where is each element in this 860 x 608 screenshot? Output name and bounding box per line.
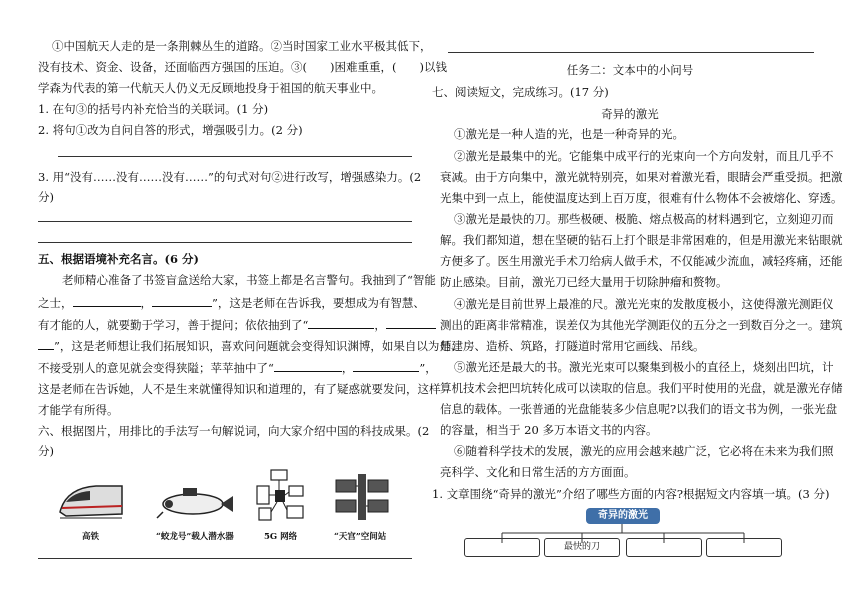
para-3-line-3: 方便多了。医生用激光手术刀给病人做手术，不仅能减少流血，减轻疼痛，还能: [440, 254, 843, 268]
sec5-line-6: 这是老师在告诉她，人不是生来就懂得知识和道理的，有了疑惑就要发问，这样: [38, 382, 441, 396]
caption-5g: 5G 网络: [264, 532, 298, 542]
para-2-line-2: 衰减。由于方向集中，激光就特别亮，如果对着激光看，眼睛会严重受损。把激: [440, 170, 843, 184]
para-3-line-1: ③激光是最快的刀。那些极硬、极脆、熔点极高的材料遇到它，立刻迎刃而: [454, 212, 834, 226]
sec5-line-3: 有才能的人，就要勤于学习，善于提问；依依抽到了“ ，: [38, 317, 436, 333]
blank-1[interactable]: [73, 295, 141, 307]
article-title: 奇异的激光: [601, 107, 659, 121]
space-station-icon: [328, 470, 398, 524]
section-6-title-2: 分): [38, 444, 54, 458]
blank-2[interactable]: [152, 295, 212, 307]
para-3-line-2: 解。我们都知道，想在坚硬的钻石上打个眼是非常困难的，但是用激光来钻眼就: [440, 233, 843, 247]
diagram-title: 奇异的激光: [586, 508, 660, 524]
diagram-box-3[interactable]: [626, 538, 702, 557]
answer-line-q3-1[interactable]: [38, 221, 412, 222]
question-1: 1. 在句③的括号内补充恰当的关联词。(1 分): [38, 102, 269, 116]
para-5-line-3: 信息的载体。一张普通的光盘能装多少信息呢?以我们的语文书为例，一张光盘: [440, 402, 838, 416]
para-2-line-3: 光集中到一点上，能使温度达到上百万度，很难有什么物体不会被熔化、穿透。: [440, 191, 843, 205]
high-speed-train-icon: [56, 478, 126, 524]
para-6-line-2: 亮科学、文化和日常生活的方方面面。: [440, 465, 636, 479]
intro-line-3: 学森为代表的第一代航天人仍义无反顾地投身于祖国的航天事业中。: [38, 81, 383, 95]
question-3-line-2: 分): [38, 190, 54, 204]
intro-line-2: 没有技术、资金、设备，还面临西方强国的压迫。③( )困难重重，( )以钱: [38, 60, 447, 74]
blank-4-cont[interactable]: [38, 338, 54, 350]
question-3-line-1: 3. 用“没有……没有……没有……”的句式对句②进行改写，增强感染力。(2: [38, 170, 422, 184]
section-5-title: 五、根据语境补充名言。(6 分): [38, 252, 199, 266]
blank-5[interactable]: [274, 360, 342, 372]
question-2: 2. 将句①改为自问自答的形式，增强吸引力。(2 分): [38, 123, 303, 137]
blank-6[interactable]: [353, 360, 419, 372]
sec5-line-4: ”，这是老师想让我们拓展知识，喜欢问问题就会变得知识渊博，如果自以为是、: [38, 338, 462, 354]
para-2-line-1: ②激光是最集中的光。它能集中成平行的光束向一个方向发射，而且几乎不: [454, 149, 834, 163]
answer-line-q2[interactable]: [58, 156, 412, 157]
5g-network-icon: [253, 468, 309, 522]
section-6-title-1: 六、根据图片，用排比的手法写一句解说词，向大家介绍中国的科技成果。(2: [38, 424, 430, 438]
sec5-line-2: 之士， ， ”，这是老师在告诉我，要想成为有智慧、: [38, 296, 425, 310]
sec5-line-7: 才能学有所得。: [38, 403, 119, 417]
task-title: 任务二：文本中的小问号: [566, 63, 694, 77]
submersible-icon: [153, 482, 235, 522]
diagram-box-1[interactable]: [464, 538, 540, 557]
para-4-line-1: ④激光是目前世界上最准的尺。激光光束的发散度极小，这使得激光测距仪: [454, 297, 834, 311]
answer-line-sec6[interactable]: [38, 558, 412, 559]
para-6-line-1: ⑥随着科学技术的发展，激光的应用会越来越广泛，它必将在未来为我们照: [454, 444, 834, 458]
blank-4[interactable]: [386, 317, 436, 329]
question-7-1: 1. 文章围绕“奇异的激光”介绍了哪些方面的内容?根据短文内容填一填。(3 分): [432, 487, 830, 501]
para-5-line-2: 算机技术会把凹坑转化成可以读取的信息。我们平时使用的光盘，就是激光存储: [440, 381, 843, 395]
para-4-line-2: 测出的距离非常精准，误差仅为其他光学测距仪的五分之一到数百分之一。建筑: [440, 318, 843, 332]
section-7-title: 七、阅读短文，完成练习。(17 分): [432, 85, 609, 99]
diagram-box-2: 最快的刀: [544, 538, 620, 557]
blank-3[interactable]: [308, 317, 374, 329]
para-5-line-1: ⑤激光还是最大的书。激光光束可以聚集到极小的直径上，烧刻出凹坑，计: [454, 360, 834, 374]
top-answer-line[interactable]: [448, 52, 814, 53]
para-5-line-4: 的容量，相当于 20 多万本语文书的内容。: [440, 423, 658, 437]
para-3-line-4: 防止感染。目前，激光刀已经大量用于切除肿瘤和赘物。: [440, 275, 728, 289]
caption-submersible: “蛟龙号”载人潜水器: [156, 532, 234, 542]
sec5-line-5: 不接受别人的意见就会变得狭隘；苹苹抽中了“ ， ”，: [38, 361, 437, 375]
intro-line-1: ①中国航天人走的是一条荆棘丛生的道路。②当时国家工业水平极其低下，: [52, 39, 432, 53]
para-1: ①激光是一种人造的光，也是一种奇异的光。: [454, 127, 684, 141]
caption-high-speed-train: 高铁: [82, 532, 100, 542]
answer-line-q3-2[interactable]: [38, 242, 412, 243]
para-4-line-3: 师建房、造桥、筑路，打隧道时常用它画线、吊线。: [440, 339, 705, 353]
caption-space-station: “天宫”空间站: [334, 532, 387, 542]
diagram-box-4[interactable]: [706, 538, 782, 557]
sec5-line-1: 老师精心准备了书签盲盒送给大家，书签上都是名言警句。我抽到了“智能: [62, 273, 436, 287]
